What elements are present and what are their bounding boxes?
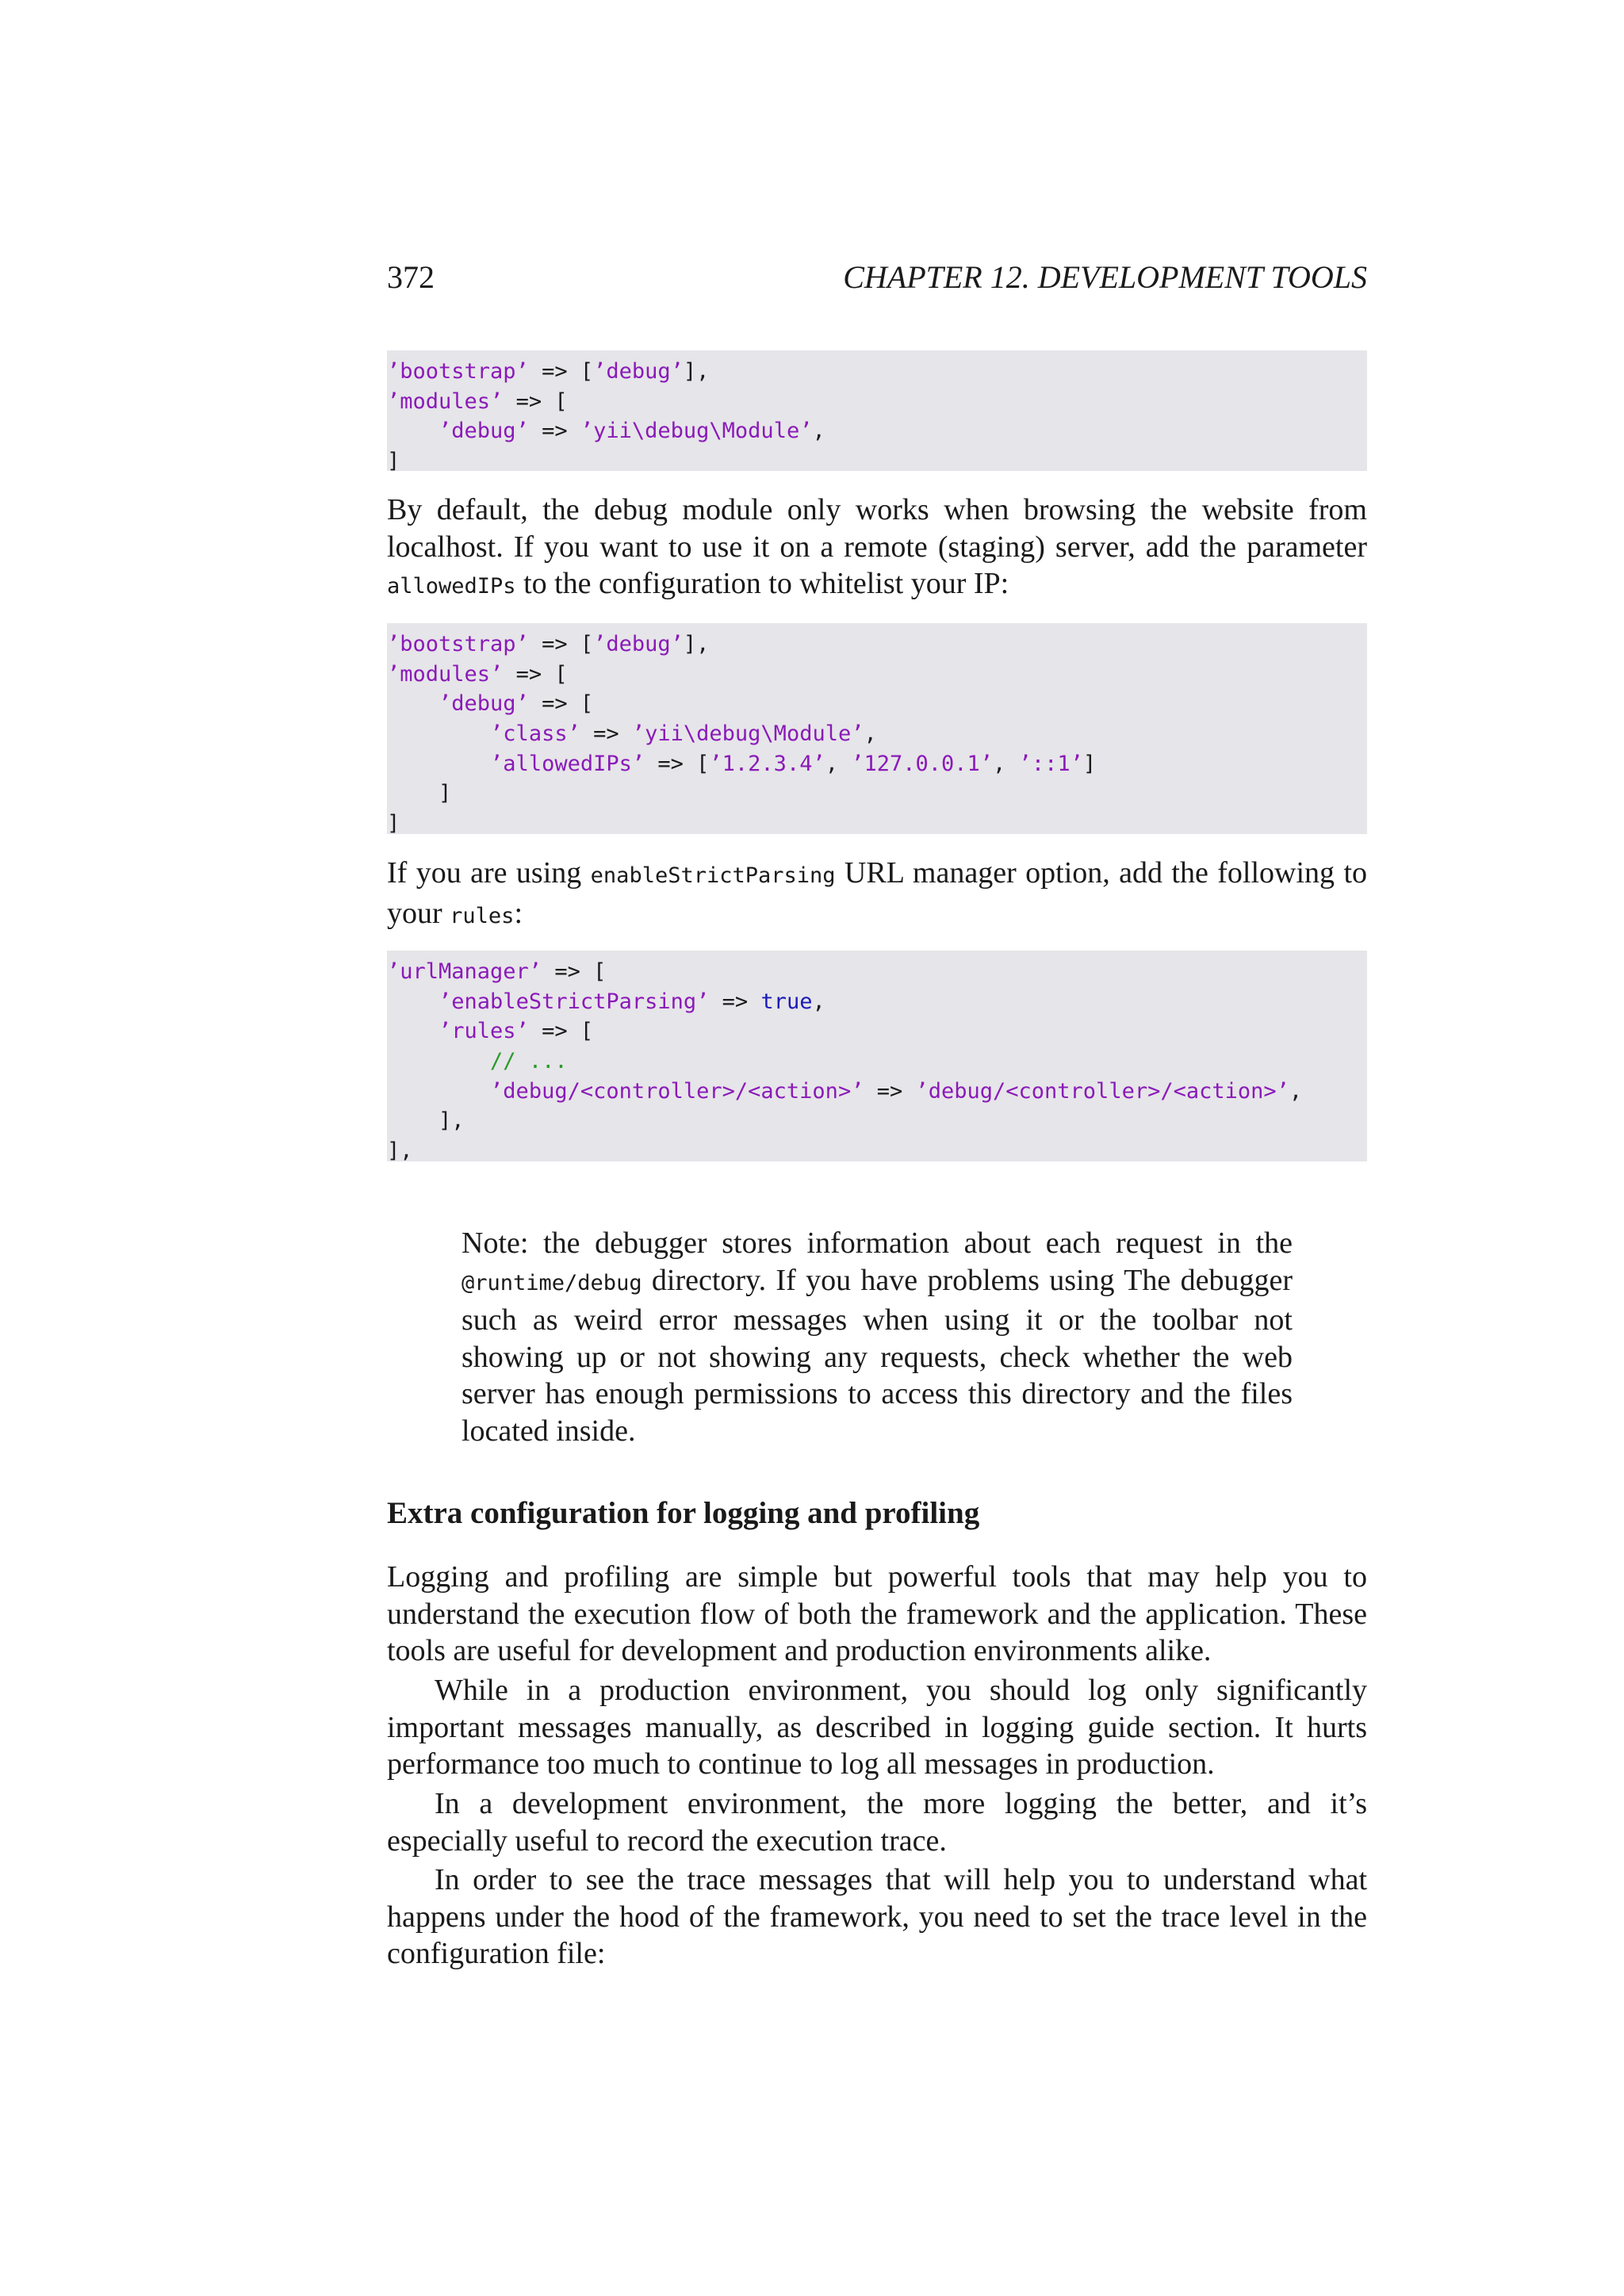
code-token: ’127.0.0.1’ [851, 751, 994, 776]
code-line [387, 1047, 1367, 1077]
paragraph-production: While in a production environment, you should log only significantly important messages manually, as described in logging guide section. It hurts performance too much to continue to log all messages in production. [387, 1674, 1367, 1781]
code-token: true [760, 989, 813, 1014]
paragraph-development: In a development environment, the more logging the better, and it’s especially useful to record the execution trace. [387, 1787, 1367, 1858]
code-token: ’rules’ [439, 1019, 529, 1044]
note-debugger-storage: Note: the debugger stores information about each request in the @runtime/debug directory. If you have problems using The debugger such as weird error messages when using it or the toolbar not showing up or not showing any requests, check whether the web server has enough permissions to access this directory and the files located inside. [462, 1226, 1293, 1448]
paragraph-logging-intro: Logging and profiling are simple but powerful tools that may help you to understand the execution flow of both the framework and the application. These tools are useful for development and production environments alike. [387, 1560, 1367, 1667]
code-token: , [1289, 1078, 1303, 1104]
code-block-allowed-ips [387, 623, 1367, 834]
code-token: , [864, 721, 877, 747]
code-line [387, 779, 1367, 809]
code-token [387, 752, 490, 776]
code-line [387, 719, 1367, 749]
section-heading: Extra configuration for logging and profiling [387, 1496, 980, 1530]
code-line [387, 357, 1367, 387]
code-token: ], [387, 1138, 413, 1164]
code-line [387, 1077, 1367, 1107]
code-token: ’modules’ [387, 388, 504, 414]
code-token: => [580, 721, 632, 747]
code-token: , [993, 751, 1019, 776]
code-line [387, 629, 1367, 660]
code-token: => [ [503, 388, 568, 414]
code-token: => [ [528, 632, 594, 656]
code-token: ] [1082, 751, 1097, 776]
code-token: ’bootstrap’ [387, 359, 529, 384]
code-token: ] [387, 781, 452, 806]
inline-code-enablestrictparsing: enableStrictParsing [590, 863, 836, 888]
code-token: ’class’ [490, 721, 580, 747]
code-token: ’allowedIPs’ [490, 751, 645, 776]
code-token: ’debug/<controller>/<action>’ [490, 1078, 864, 1104]
code-token: , [812, 419, 825, 444]
code-token [387, 1019, 439, 1043]
code-line [387, 749, 1367, 779]
code-line [387, 1136, 1367, 1166]
code-token: => [ [528, 691, 594, 717]
code-token: ’debug’ [593, 632, 684, 656]
code-token: ], [683, 632, 710, 656]
code-token: => [709, 989, 761, 1014]
code-line [387, 387, 1367, 417]
code-token: ’debug/<controller>/<action>’ [915, 1078, 1289, 1104]
code-line [387, 1106, 1367, 1136]
code-token: , [812, 989, 825, 1014]
code-line [387, 957, 1367, 987]
inline-code-rules: rules [450, 903, 515, 928]
code-token: ’debug’ [439, 419, 529, 444]
code-block-url-manager [387, 951, 1367, 1164]
code-line [387, 1016, 1367, 1047]
code-line [387, 987, 1367, 1017]
code-line [387, 416, 1367, 446]
code-token: => [ [503, 661, 568, 687]
code-token: ], [683, 359, 710, 384]
code-line [387, 660, 1367, 690]
code-token: => [528, 419, 580, 444]
code-token: ’debug’ [439, 691, 529, 717]
code-line [387, 689, 1367, 719]
code-token: ’modules’ [387, 661, 504, 687]
code-line [387, 809, 1367, 839]
code-line [387, 446, 1367, 476]
code-token: => [ [645, 751, 710, 776]
inline-code-runtime-debug: @runtime/debug [462, 1270, 642, 1295]
code-token: => [ [528, 1019, 594, 1044]
code-block-bootstrap [387, 350, 1367, 474]
code-token: ’::1’ [1018, 751, 1083, 776]
chapter-title: CHAPTER 12. DEVELOPMENT TOOLS [843, 259, 1367, 295]
code-token [387, 989, 439, 1014]
code-token: ’debug’ [593, 359, 684, 384]
paragraph-strict-parsing: If you are using enableStrictParsing URL manager option, add the following to your rules: [387, 856, 1367, 930]
code-token: ’enableStrictParsing’ [439, 989, 710, 1014]
code-token: ’bootstrap’ [387, 632, 529, 656]
code-token [387, 419, 439, 443]
code-token [387, 1079, 490, 1104]
running-header [387, 258, 1367, 300]
code-token: ’urlManager’ [387, 959, 542, 984]
code-token: => [ [528, 359, 594, 384]
code-token [387, 721, 490, 746]
code-token: ’yii\debug\Module’ [580, 419, 813, 444]
code-token: ] [387, 449, 400, 474]
page-number: 372 [387, 259, 435, 295]
code-token: => [864, 1078, 916, 1104]
code-token: , [825, 751, 852, 776]
paragraph-trace-level: In order to see the trace messages that will help you to understand what happens under the hood of the framework, you need to set the trace level in the configuration file: [387, 1863, 1367, 1970]
code-token: ], [387, 1108, 465, 1134]
inline-code-allowedips: allowedIPs [387, 574, 516, 599]
code-token: ] [387, 811, 400, 836]
code-token: // ... [490, 1049, 568, 1074]
paragraph-default-debug: By default, the debug module only works when browsing the website from localhost. If you want to use it on a remote (staging) server, add the parameter allowedIPs to the configuration to whitelist your IP: [387, 493, 1367, 600]
code-token: ’yii\debug\Module’ [631, 721, 864, 747]
code-token [387, 691, 439, 716]
code-token [387, 1049, 490, 1073]
code-token: => [ [542, 959, 607, 984]
code-token: ’1.2.3.4’ [709, 751, 825, 776]
